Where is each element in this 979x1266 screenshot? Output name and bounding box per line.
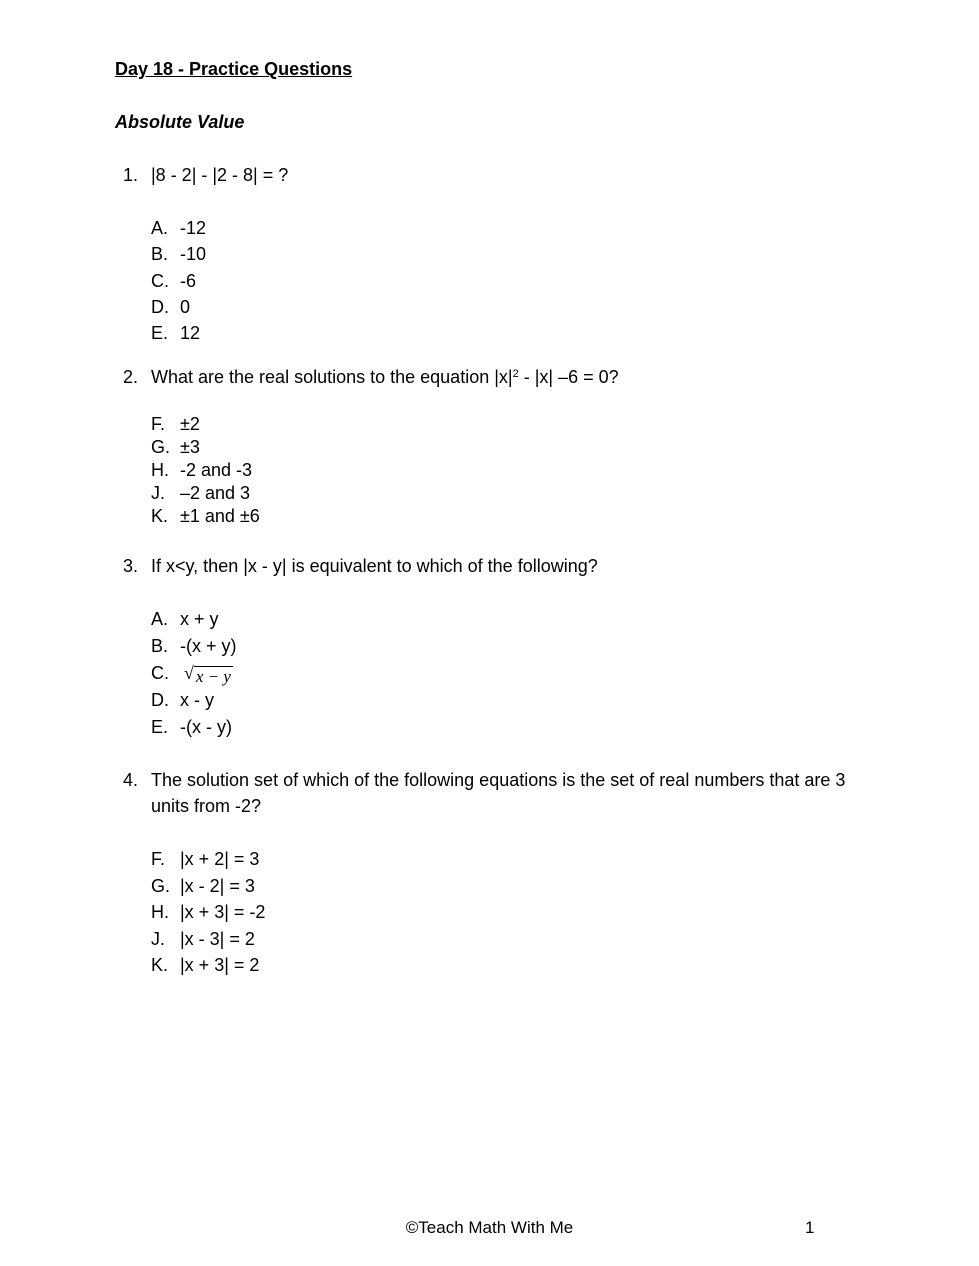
option-letter: H. (151, 460, 169, 480)
question-text-part: What are the real solutions to the equation |x| (151, 367, 513, 387)
question-text: If x<y, then |x - y| is equivalent to which of the following? (151, 556, 598, 576)
option-letter: G. (151, 875, 171, 896)
option-text: ±1 and ±6 (180, 506, 260, 526)
square-root-expression (184, 659, 233, 687)
option-text: x + y (180, 609, 219, 629)
answer-option (151, 926, 863, 953)
option-letter: F. (151, 414, 166, 434)
answer-option (151, 241, 863, 267)
option-text: 0 (180, 296, 191, 317)
answer-option (151, 436, 863, 459)
option-letter: C. (151, 270, 169, 291)
option-letter: A. (151, 218, 169, 238)
answer-option (151, 413, 863, 436)
question-text-part: - |x| –6 = 0? (518, 367, 619, 387)
question-2 (123, 364, 863, 528)
option-letter: J. (151, 483, 166, 503)
option-letter: J. (151, 928, 166, 949)
option-text: |x + 3| = 2 (180, 955, 260, 975)
option-letter: H. (151, 902, 169, 922)
option-text: -6 (180, 270, 197, 291)
answer-option (151, 633, 863, 660)
question-text (151, 364, 863, 390)
answer-options (151, 846, 863, 979)
answer-option (151, 659, 863, 687)
section-title: Absolute Value (115, 112, 245, 132)
option-letter: F. (151, 849, 166, 869)
option-letter: B. (151, 244, 169, 265)
question-1 (123, 162, 863, 346)
answer-options (151, 215, 863, 346)
option-text: |x + 2| = 3 (180, 849, 260, 869)
option-text: 12 (180, 323, 201, 344)
option-letter: A. (151, 609, 169, 629)
answer-option (151, 873, 863, 900)
option-letter: E. (151, 716, 169, 737)
option-letter: K. (151, 955, 169, 975)
question-number: 4. (123, 770, 139, 790)
answer-option (151, 320, 863, 346)
option-text: |x - 2| = 3 (180, 875, 255, 896)
answer-option (151, 899, 863, 926)
option-text: |x + 3| = -2 (180, 902, 266, 922)
option-letter: G. (151, 437, 171, 457)
question-4 (123, 767, 863, 979)
option-text: |x - 3| = 2 (180, 928, 255, 949)
page-number: 1 (805, 1218, 815, 1237)
option-letter: D. (151, 296, 169, 317)
superscript: 2 (512, 368, 519, 380)
option-text: -(x + y) (180, 635, 237, 656)
option-text: -12 (180, 218, 207, 238)
answer-options (151, 606, 863, 740)
answer-option (151, 482, 863, 505)
option-text: x - y (180, 690, 214, 710)
answer-options (151, 413, 863, 528)
option-text: ±3 (180, 437, 200, 457)
question-number: 3. (123, 556, 139, 576)
question-number: 2. (123, 367, 139, 387)
page-title: Day 18 - Practice Questions (115, 59, 353, 79)
option-text: ±2 (180, 414, 200, 434)
option-text: -10 (180, 244, 207, 265)
question-text: |8 - 2| - |2 - 8| = ? (151, 165, 289, 185)
option-letter: K. (151, 506, 169, 526)
radicand: x − y (195, 667, 231, 686)
square-root-sign: √ (184, 663, 194, 683)
answer-option (151, 459, 863, 482)
answer-option (151, 215, 863, 241)
option-text: -(x - y) (180, 716, 232, 737)
option-letter: B. (151, 635, 169, 656)
answer-option (151, 952, 863, 979)
answer-option (151, 606, 863, 633)
answer-option (151, 268, 863, 294)
answer-option (151, 846, 863, 873)
option-letter: C. (151, 663, 169, 683)
question-text: The solution set of which of the following equations is the set of real numbers that are 3 units from -2? (151, 770, 846, 816)
footer-copyright: ©Teach Math With Me (405, 1218, 574, 1237)
answer-option (151, 687, 863, 714)
option-text: –2 and 3 (180, 483, 251, 503)
question-number: 1. (123, 165, 139, 185)
option-letter: D. (151, 690, 169, 710)
answer-option (151, 294, 863, 320)
answer-option (151, 505, 863, 528)
answer-option (151, 714, 863, 741)
option-text: -2 and -3 (180, 460, 253, 480)
question-3 (123, 553, 863, 740)
option-letter: E. (151, 323, 169, 344)
